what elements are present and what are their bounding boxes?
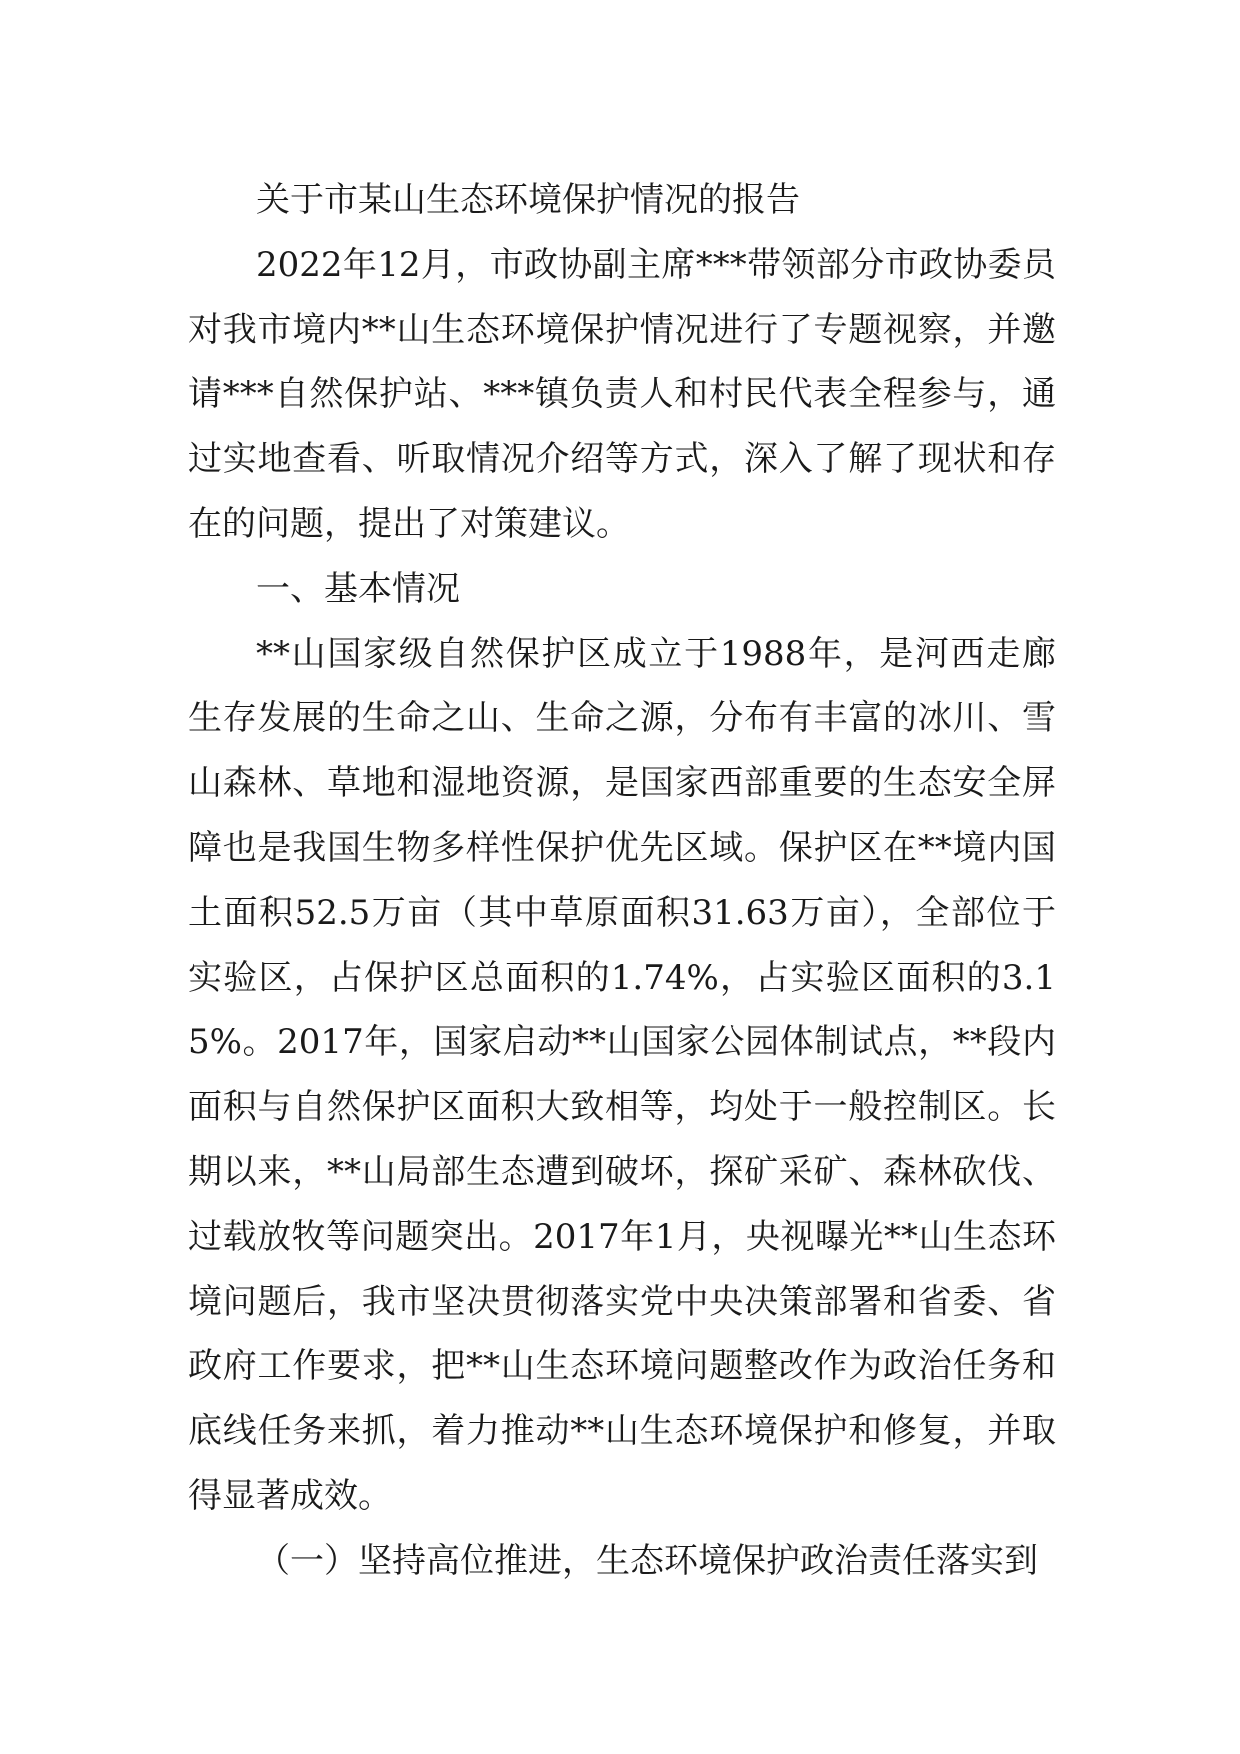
basic-situation-paragraph: **山国家级自然保护区成立于1988年，是河西走廊生存发展的生命之山、生命之源，分布有丰富的冰川、雪山森林、草地和湿地资源，是国家西部重要的生态安全屏障也是我国生物多样性保护优先区域。保护区在**境内国土面积52.5万亩（其中草原面积31.63万亩），全部位于实验区，占保护区总面积的1.74%，占实验区面积的3.15%。2017年，国家启动**山国家公园体制试点，**段内面积与自然保护区面积大致相等，均处于一般控制区。长期以来，**山局部生态遭到破坏，探矿采矿、森林砍伐、过载放牧等问题突出。2017年1月，央视曝光**山生态环境问题后，我市坚决贯彻落实党中央决策部署和省委、省政府工作要求，把**山生态环境问题整改作为政治任务和底线任务来抓，着力推动**山生态环境保护和修复，并取得显著成效。 bbox=[188, 633, 1056, 1516]
subsection-heading-1: （一）坚持高位推进，生态环境保护政治责任落实到 bbox=[256, 1540, 1038, 1581]
intro-paragraph: 2022年12月，市政协副主席***带领部分市政协委员对我市境内**山生态环境保护情况进行了专题视察，并邀请***自然保护站、***镇负责人和村民代表全程参与，通过实地查看、听取情况介绍等方式，深入了解了现状和存在的问题，提出了对策建议。 bbox=[188, 244, 1056, 544]
section-heading-basic-situation: 一、基本情况 bbox=[256, 568, 460, 609]
document-body bbox=[188, 168, 1056, 1594]
document-title: 关于市某山生态环境保护情况的报告 bbox=[256, 180, 800, 220]
